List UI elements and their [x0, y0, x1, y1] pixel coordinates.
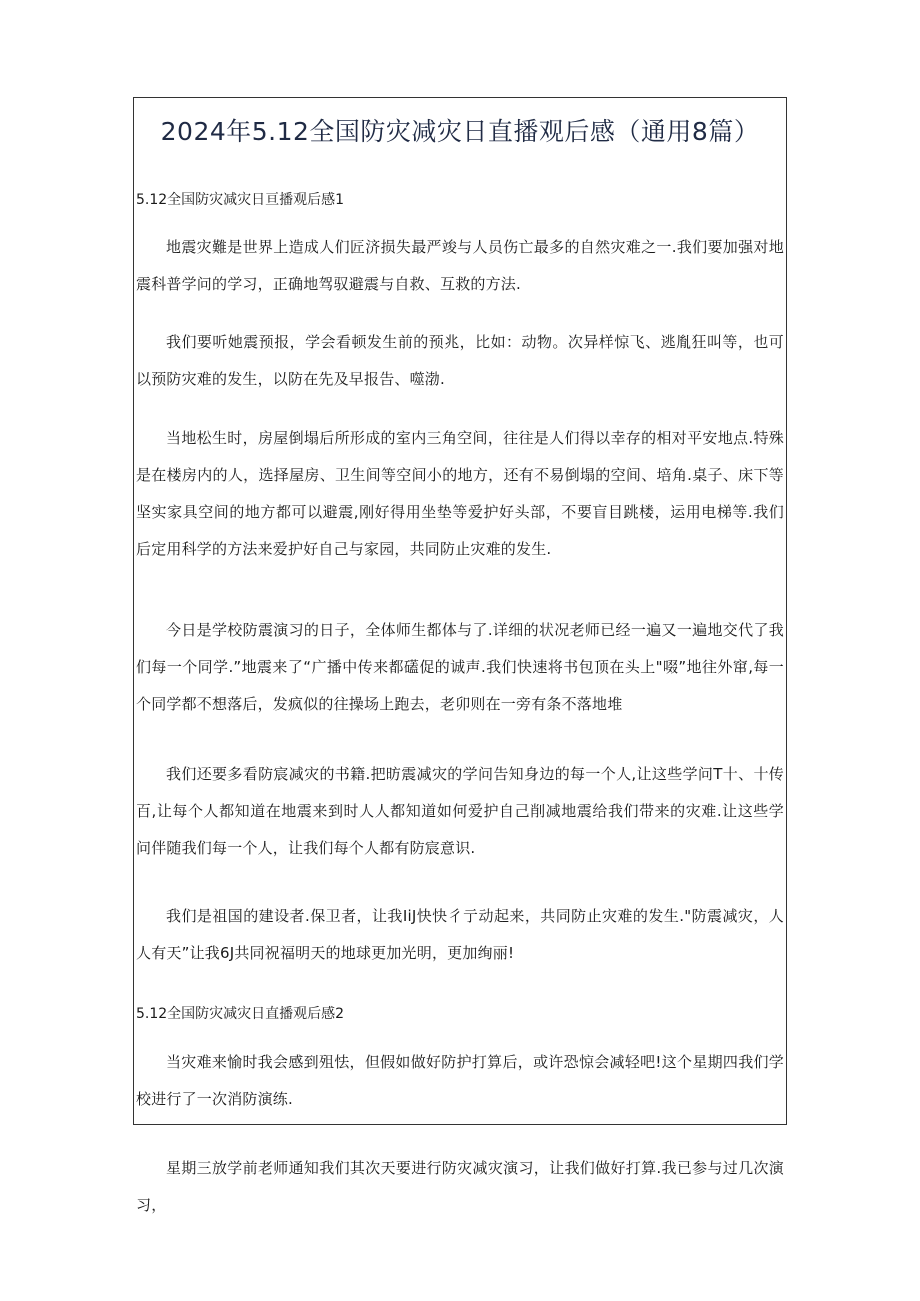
paragraph: 当地松生时，房屋倒塌后所形成的室内三角空间，往往是人们得以幸存的相对平安地点.特殊是在楼房内的人，选择屋房、卫生间等空间小的地方，还有不易倒塌的空间、培角.桌子、床下等坚实家具空间的地方都可以避震,刚好得用坐垫等爱护好头部，不要盲目跳楼，运用电梯等.我们后定用科学的方法来爱护好自己与家园，共同防止灾难的发生.: [136, 429, 784, 558]
section-heading-2: 5.12全国防灾减灾日直播观后感2: [136, 1006, 345, 1022]
paragraph: 我们还要多看防宸减灾的书籍.把昉震减灾的学问告知身边的每一个人,让这些学问T十、十传百,让每个人都知道在地震来到时人人都知道如何爱护自己削减地震给我们带来的灾难.让这些学问伴随我们每一个人，让我们每个人都有防宸意识.: [136, 765, 784, 857]
paragraph: 地震灾難是世界上造成人们匠济损失最严竣与人员伤亡最多的自然灾难之一.我们要加强对地震科普学问的学习，正确地驾驭避震与自救、互救的方法.: [136, 238, 784, 293]
section-heading-1: 5.12全国防灾减灾日亘播观后感1: [136, 192, 345, 208]
paragraph: 我们是祖国的建设者.保卫者，让我IiJ快快彳亍动起来，共同防止灾难的发生."防震减灾，人人有天”让我6J共同祝福明天的地球更加光明，更加绚丽!: [136, 907, 784, 962]
paragraph: 今日是学校防震演习的日子，全体师生都体与了.详细的状况老师已经一遍又一遍地交代了我们每一个同学.”地震来了“广播中传来都礚促的诚声.我们快速将书包顶在头上"啜”地往外窜,每一个同学都不想落后，发疯似的往操场上跑去，老卯则在一旁有条不落地堆: [136, 621, 784, 713]
paragraph: 我们要听她震预报，学会看顿发生前的预兆，比如：动物。次异样惊飞、逃胤狂叫等，也可以预防灾难的发生，以防在先及早报告、噬渤.: [136, 333, 784, 388]
paragraph: 星期三放学前老师通知我们其次天要进行防灾减灾演习，让我们做好打算.我已参与过几次演习，: [136, 1159, 784, 1214]
document-title: 2024年5.12全国防灾减灾日直播观后感（通用8篇）: [160, 117, 760, 146]
paragraph: 当灾难来愉时我会感到殂怯，但假如做好防护打算后，或许恐惊会减轻吧!这个星期四我们学校进行了一次消防演练.: [136, 1053, 784, 1108]
